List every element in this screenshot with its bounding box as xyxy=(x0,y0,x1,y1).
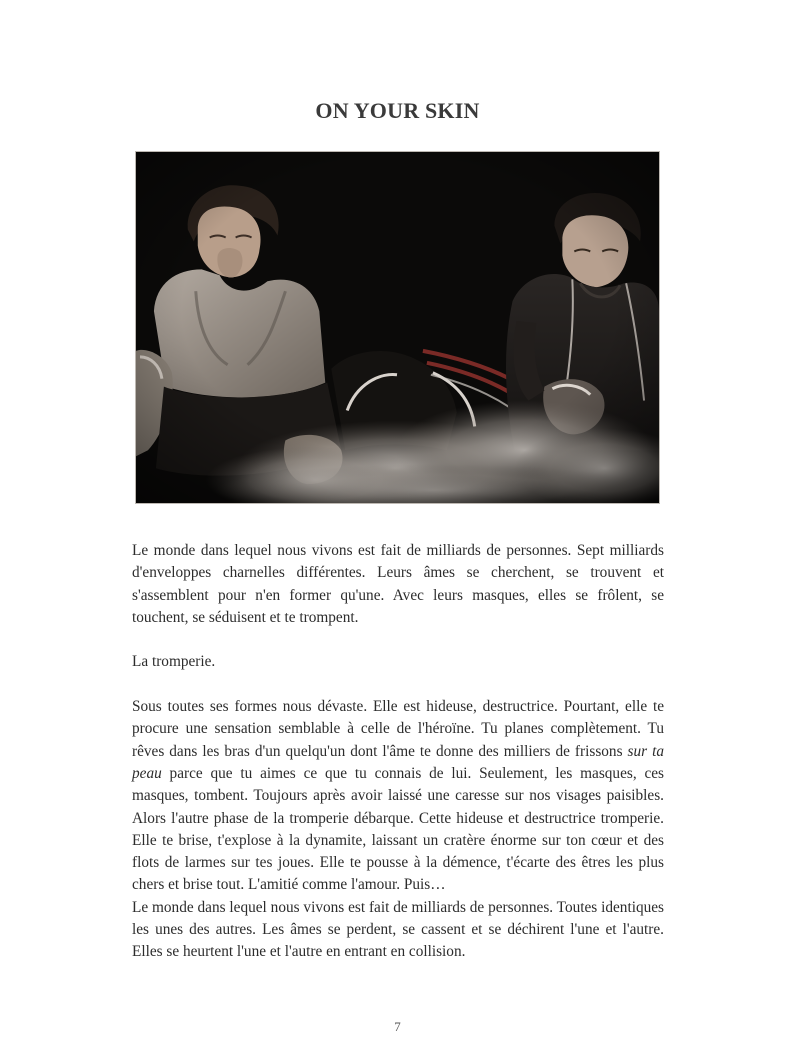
paragraph-3-part-1: Sous toutes ses formes nous dévaste. Elle est hideuse, destructrice. Pourtant, elle te procure une sensation semblable à celle de l'héroïne. Tu planes complètement. Tu rêves dans les bras d'un quelqu'un dont l'âme te donne des milliers de frissons xyxy=(132,698,664,760)
paragraph-3-part-2: parce que tu aimes ce que tu connais de lui. Seulement, les masques, ces masques, tombent. Toujours après avoir laissé une caresse sur nos visages paisibles. Alors l'autre phase de la tromperie débarque. Cette hideuse et destructrice tromperie. Elle te brise, t'explose à la dynamite, laissant un cratère énorme sur ton cœur et des flots de larmes sur tes joues. Elle te pousse à la démence, t'écarte des êtres les plus chers et brise tout. L'amitié comme l'amour. Puis… xyxy=(132,764,664,894)
paragraph-spacer xyxy=(132,629,664,651)
paragraph-2: La tromperie. xyxy=(132,653,216,671)
paragraph-3-italic: sur ta peau xyxy=(132,742,664,782)
paragraph-4: Le monde dans lequel nous vivons est fait de milliards de personnes. Toutes identiques les unes des autres. Les âmes se perdent, se cassent et se déchirent l'une et l'autre. Elles se heurtent l'une et l'autre en entrant en collision. xyxy=(132,898,664,961)
cover-photo xyxy=(135,151,660,504)
cover-photo-illustration xyxy=(136,152,659,503)
body-text xyxy=(132,540,664,964)
page-title: ON YOUR SKIN xyxy=(315,98,480,123)
paragraph-1: Le monde dans lequel nous vivons est fait de milliards de personnes. Sept milliards d'enveloppes charnelles différentes. Leurs âmes se cherchent, se trouvent et s'assemblent pour n'en former qu'une. Avec leurs masques, elles se frôlent, se touchent, se séduisent et te trompent. xyxy=(132,542,664,626)
paragraph-3 xyxy=(132,696,664,897)
page-number: 7 xyxy=(394,1019,401,1034)
paragraph-spacer xyxy=(132,674,664,696)
